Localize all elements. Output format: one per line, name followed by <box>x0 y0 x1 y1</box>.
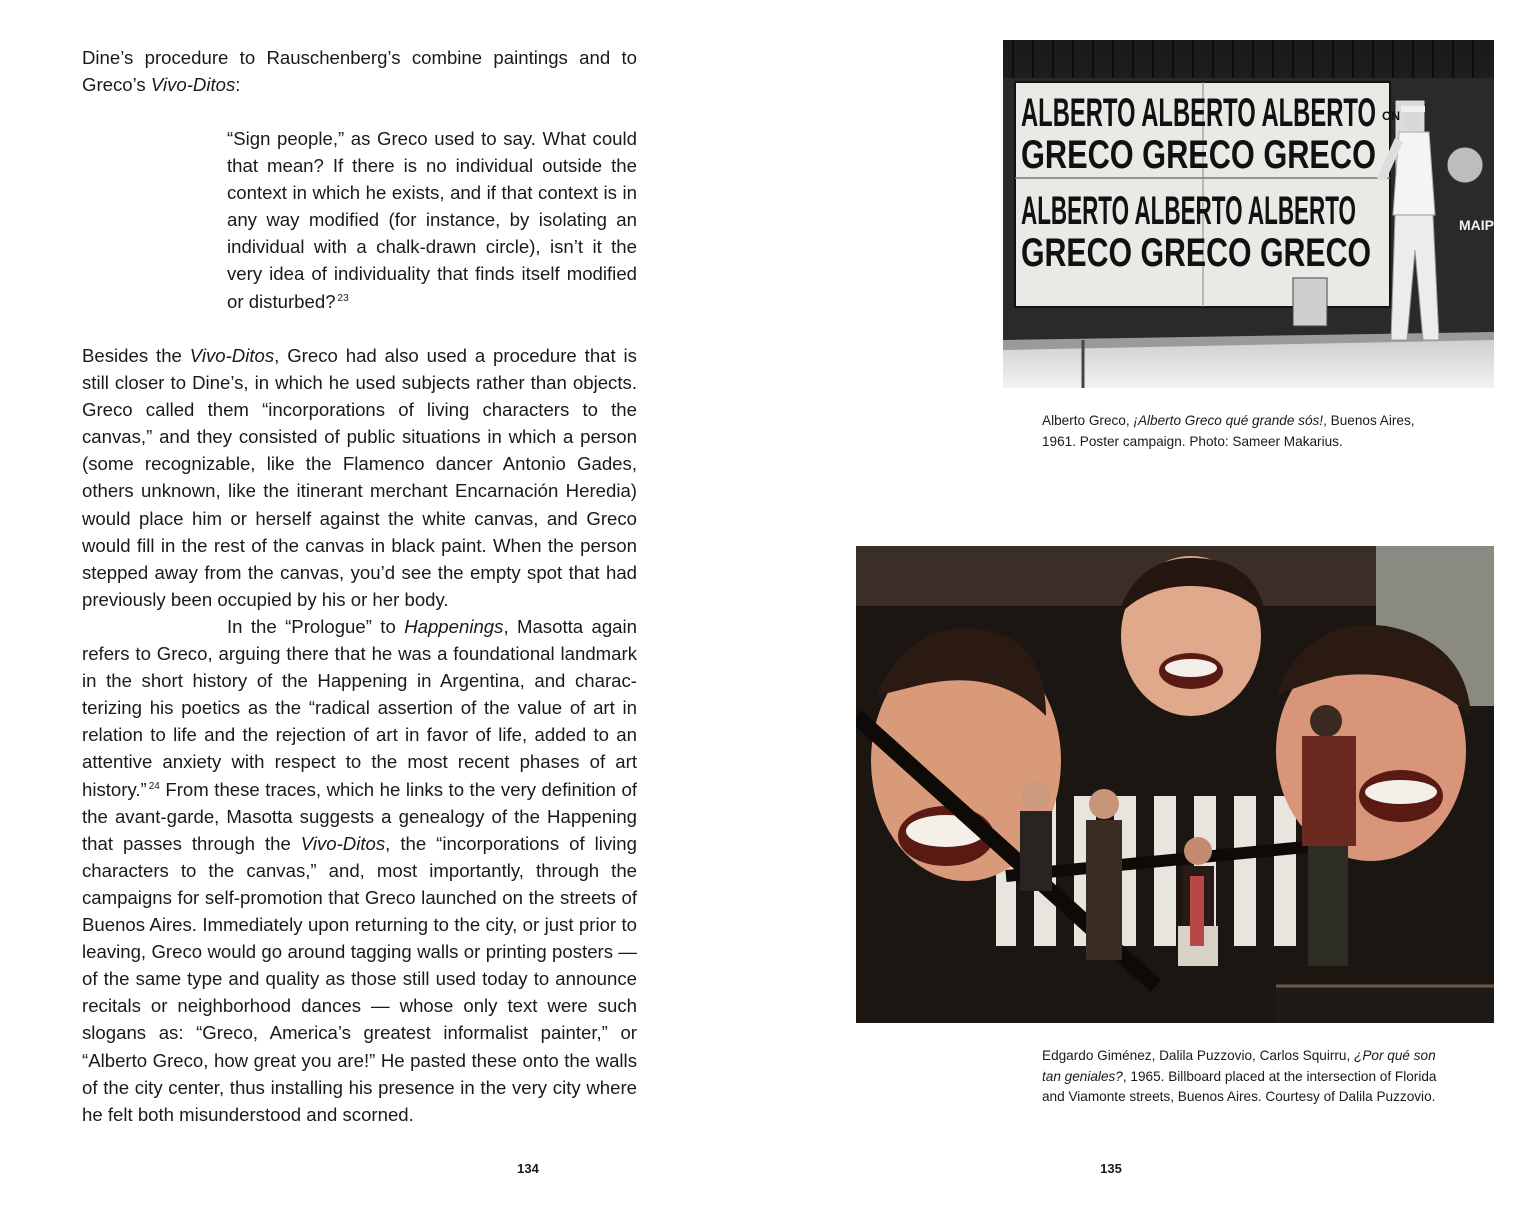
block-quote <box>227 125 637 315</box>
para2-text-d: , the “incorporations of living characters to the canvas,” and, most importantly, through the campaigns for self-promotion that Greco launched on the streets of Buenos Aires. Immediately upon returning to the city, or just prior to leaving, Greco would go around tagging walls or printing posters — of the same type and quality as those still used today to announce recitals or neighborhood dances — whose only text were such slogans as: “Greco, America’s greatest informalist painter,” or “Alberto Greco, how great you are!” He pasted these onto the walls of the city center, thus installing his presence in the very city where he felt both misunderstood and scorned. <box>82 832 637 1125</box>
intro-italic: Vivo-Ditos <box>150 74 236 96</box>
caption1-text-b: , Buenos Aires, 1961. Poster campaign. Photo: Sameer Makarius. <box>1042 413 1415 449</box>
caption2-text-a: Edgardo Giménez, Dalila Puzzovio, Carlos Squirru, <box>1042 1048 1355 1063</box>
para2-text-b: , Masotta again refers to Greco, arguing there that he was a foundational landmark in the short history of the Happening in Argentina, and characterizing his poetics as the “radical assertion of the value of art in relation to life and the rejection of art in favor of life, added to an attentive anxiety with respect to the most recent phases of art history.” <box>82 616 637 800</box>
page-number-left: 134 <box>517 1161 539 1176</box>
caption2-text-b: , 1965. Billboard placed at the intersection of Florida and Viamonte streets, Buenos Aires. Courtesy of Dalila Puzzovio. <box>1042 1068 1437 1105</box>
poster-small-text-1: ON <box>1382 109 1400 123</box>
paragraph-2 <box>82 613 637 1128</box>
para2-italic-b: Vivo-Ditos <box>300 832 386 854</box>
para2-text-c: From these traces, which he links to the very definition of the avant-garde, Masotta suggests a genealogy of the Happening that passes through the <box>82 778 637 854</box>
poster-text-2: GRECO GRECO GRECO <box>1021 133 1376 177</box>
photo-poster-campaign <box>1003 40 1494 388</box>
paragraph-1 <box>82 342 637 613</box>
para2-italic-a: Happenings <box>404 616 504 637</box>
block-quote-text: “Sign people,” as Greco used to say. What could that mean? If there is no individual outside the context in which he exists, and if that context is in any way modified (for instance, by isolating an individual with a chalk-drawn circle), isn’t it the very idea of individuality that finds itself modified or disturbed? <box>227 128 637 312</box>
para1-text-b: , Greco had also used a procedure that is still closer to Dine’s, in which he used subjects rather than objects. Greco called them “incorporations of living characters to the canvas,” and they consisted of public situations in which a person (some recognizable, like the Flamenco dancer Antonio Gades, others unknown, like the itinerant merchant Encarnación Heredia) would place him or herself against the white canvas, and Greco would fill in the rest of the canvas in black paint. When the person stepped away from the canvas, you’d see the empty spot that had previously been occupied by his or her body. <box>82 345 637 610</box>
para1-italic: Vivo-Ditos <box>189 345 275 366</box>
poster-text-1: ALBERTO ALBERTO ALBERTO <box>1021 91 1376 135</box>
intro-text-a: Dine’s procedure to Rauschenberg’s combine paintings and to Greco’s <box>82 47 637 96</box>
caption2-italic-title: ¿Por qué son tan geniales? <box>1042 1048 1436 1084</box>
intro-paragraph <box>82 44 637 98</box>
photo-billboard <box>856 546 1494 1023</box>
page-number-right: 135 <box>1100 1161 1122 1176</box>
caption1-text-a: Alberto Greco, <box>1042 413 1134 428</box>
poster-campaign-image <box>1003 40 1494 388</box>
poster-text-4: GRECO GRECO GRECO <box>1021 231 1371 275</box>
caption1-italic-title: ¡Alberto Greco qué grande sós! <box>1133 413 1324 428</box>
caption-poster-campaign <box>1042 411 1452 452</box>
para2-text-a: In the “Prologue” to <box>227 616 405 637</box>
caption-billboard <box>1042 1046 1452 1108</box>
intro-text-b: : <box>235 74 241 96</box>
footnote-marker-23[interactable]: 23 <box>337 292 349 304</box>
footnote-marker-24[interactable]: 24 <box>148 780 160 792</box>
right-page <box>768 0 1535 1210</box>
billboard-image <box>856 546 1494 1023</box>
poster-text-3: ALBERTO ALBERTO ALBERTO <box>1021 189 1356 233</box>
poster-small-text-2: MAIP <box>1459 217 1494 233</box>
para1-text-a: Besides the <box>82 345 190 366</box>
